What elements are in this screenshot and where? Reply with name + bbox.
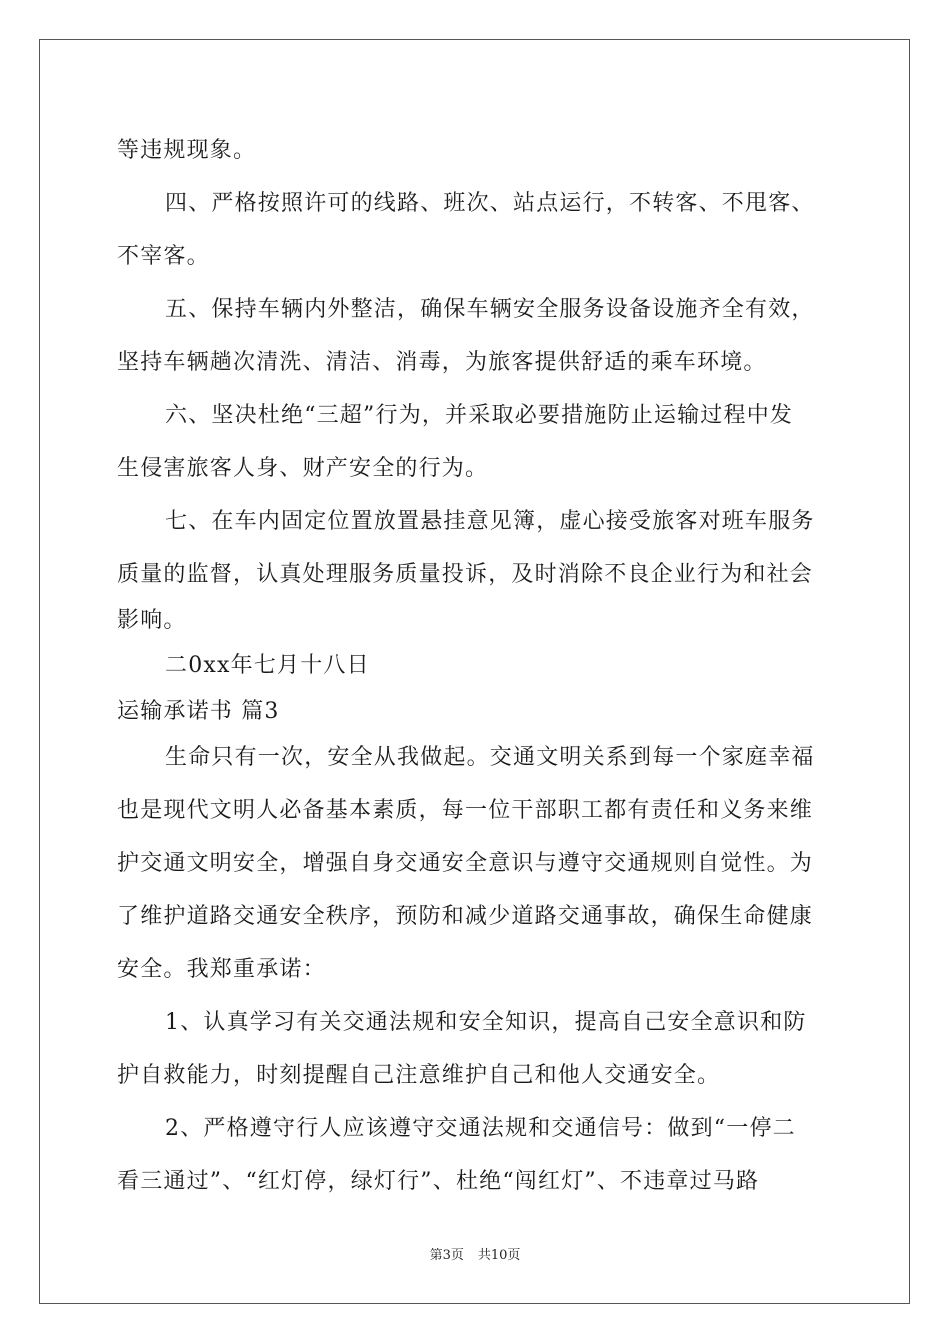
document-body bbox=[117, 124, 833, 1208]
text-line: 质量的监督，认真处理服务质量投诉，及时消除不良企业行为和社会 bbox=[117, 562, 814, 587]
text-line: 看三通过”、“红灯停，绿灯行”、杜绝“闯红灯”、不违章过马路 bbox=[117, 1169, 760, 1194]
text-line: 等违规现象。 bbox=[117, 138, 257, 163]
date-line: 二0xx年七月十八日 bbox=[165, 653, 370, 678]
text-line: 不宰客。 bbox=[117, 244, 210, 269]
text-line: 安全。我郑重承诺： bbox=[117, 957, 326, 982]
text-line: 2、严格遵守行人应该遵守交通法规和交通信号：做到“一停二 bbox=[165, 1116, 796, 1141]
text-line: 坚持车辆趟次清洗、清洁、消毒，为旅客提供舒适的乘车环境。 bbox=[117, 350, 767, 375]
text-line: 七、在车内固定位置放置悬挂意见簿，虚心接受旅客对班车服务 bbox=[165, 509, 815, 534]
section-title: 运输承诺书 篇3 bbox=[117, 699, 280, 724]
text-line: 护自救能力，时刻提醒自己注意维护自己和他人交通安全。 bbox=[117, 1063, 721, 1088]
text-line: 六、坚决杜绝“三超”行为，并采取必要措施防止运输过程中发 bbox=[165, 403, 794, 428]
page-total: 共10页 bbox=[477, 1248, 521, 1263]
text-line: 了维护道路交通安全秩序，预防和减少道路交通事故，确保生命健康 bbox=[117, 904, 814, 929]
text-line: 生侵害旅客人身、财产安全的行为。 bbox=[117, 456, 489, 481]
text-line: 护交通文明安全，增强自身交通安全意识与遵守交通规则自觉性。为 bbox=[117, 851, 814, 876]
text-line: 1、认真学习有关交通法规和安全知识，提高自己安全意识和防 bbox=[165, 1010, 807, 1035]
text-line: 四、严格按照许可的线路、班次、站点运行，不转客、不甩客、 bbox=[165, 191, 815, 216]
page-footer bbox=[0, 1244, 950, 1263]
text-line: 五、保持车辆内外整洁，确保车辆安全服务设备设施齐全有效， bbox=[165, 297, 815, 322]
page-number: 第3页 bbox=[429, 1248, 464, 1263]
text-line: 影响。 bbox=[117, 608, 187, 633]
text-line: 生命只有一次，安全从我做起。交通文明关系到每一个家庭幸福 bbox=[165, 745, 815, 770]
text-line: 也是现代文明人必备基本素质，每一位干部职工都有责任和义务来维 bbox=[117, 798, 814, 823]
